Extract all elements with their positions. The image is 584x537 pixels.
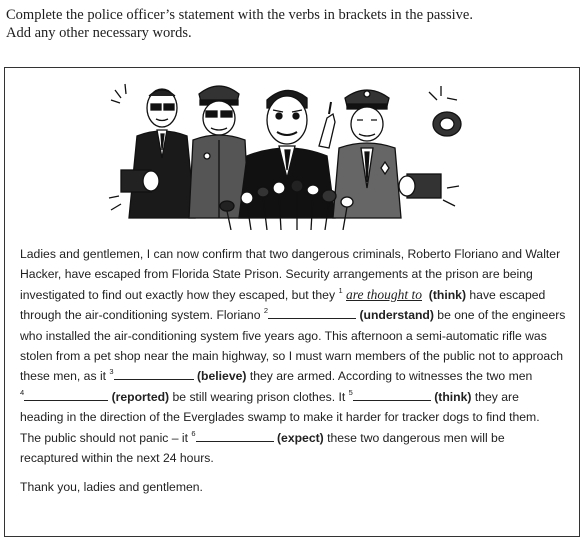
answer-blank-5[interactable]	[353, 387, 431, 401]
gap-number-3: 3	[109, 367, 114, 377]
passage-text: these two dangerous men will be	[323, 430, 505, 445]
answer-blank-4[interactable]	[24, 387, 108, 401]
gap-number-5: 5	[348, 387, 353, 397]
verb-hint-2: (understand)	[359, 308, 434, 323]
passage-text: be one of the engineers	[433, 308, 566, 323]
passage-line	[20, 428, 570, 448]
passage-text: through the air-conditioning system. Floriano	[20, 308, 264, 323]
passage-line: heading in the direction of the Everglades swamp to make it harder for tracker dogs to find them.	[20, 410, 540, 425]
gap-number-2: 2	[263, 306, 269, 316]
passage-line: who installed the air-conditioning system five years ago. This afternoon a semi-automatic rifle was	[20, 328, 547, 343]
verb-hint-3: (believe)	[196, 369, 247, 384]
passage-text: The public should not panic – it	[20, 430, 192, 445]
verb-hint-1: (think)	[428, 287, 467, 302]
press-conference-cartoon	[107, 78, 472, 230]
gap-number-1: 1	[338, 285, 343, 295]
passage-line: stolen from a pet shop near the main highway, so I must warn members of the public not to approach	[20, 348, 564, 363]
passage-text: be still wearing prison clothes. It	[169, 389, 349, 404]
instructions	[6, 6, 576, 42]
passage-line: Hacker, have escaped from Florida State Prison. Security arrangements at the prison are being	[20, 267, 533, 282]
answer-blank-6[interactable]	[196, 428, 274, 442]
passage-line	[20, 366, 570, 386]
gap-number-6: 6	[191, 428, 196, 438]
instruction-line-2: Add any other necessary words.	[6, 25, 192, 41]
passage-line: Ladies and gentlemen, I can now confirm that two dangerous criminals, Roberto Floriano and Walter	[20, 247, 561, 261]
passage-line	[20, 387, 570, 407]
passage-text: they are armed. According to witnesses the two men	[246, 369, 533, 384]
gap-number-4: 4	[20, 387, 25, 397]
answer-blank-3[interactable]	[114, 366, 194, 380]
verb-hint-5: (think)	[434, 389, 472, 404]
passage-text: they are	[471, 389, 519, 404]
example-answer: are thought to	[346, 286, 422, 302]
instruction-line-1: Complete the police officer’s statement with the verbs in brackets in the passive.	[6, 7, 473, 23]
passage-text: investigated to find out exactly how they escaped, but they	[20, 287, 339, 302]
passage-text: have escaped	[466, 287, 546, 302]
passage-line: recaptured within the next 24 hours.	[20, 450, 214, 465]
closing-line: Thank you, ladies and gentlemen.	[20, 480, 203, 495]
verb-hint-4: (reported)	[111, 389, 170, 404]
passage-line	[20, 285, 570, 305]
passage-text: these men, as it	[20, 369, 110, 384]
passage-line	[20, 305, 570, 325]
verb-hint-6: (expect)	[276, 430, 324, 445]
answer-blank-2[interactable]	[268, 305, 356, 319]
statement-passage	[20, 244, 570, 498]
